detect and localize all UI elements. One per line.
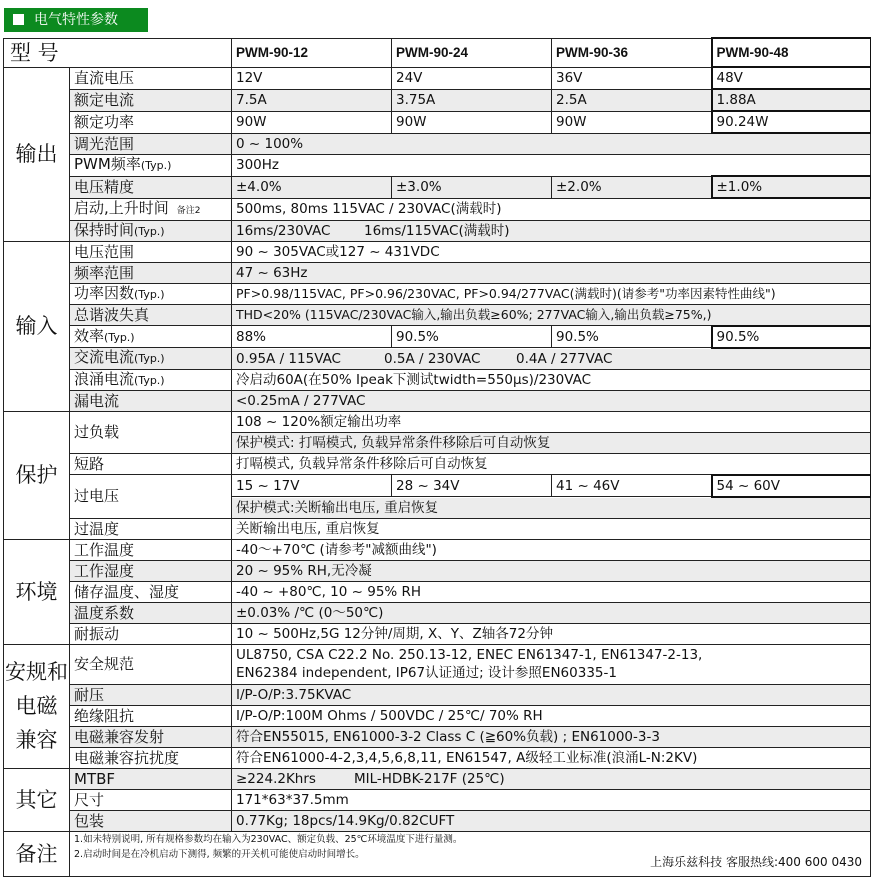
typ-tag: (Typ.) [134, 373, 165, 387]
table-row [4, 262, 871, 283]
value-text: 16ms/230VAC [236, 222, 331, 239]
row-label [70, 369, 232, 390]
value-cell: 冷启动60A(在50% Ipeak下测试twidth=550μs)/230VAC [232, 369, 871, 390]
value-cell: 36V [552, 67, 712, 89]
row-label: 总谐波失真 [70, 304, 232, 326]
value-cell: 90W [232, 111, 392, 133]
table-row [4, 326, 871, 348]
value-text: UL8750, CSA C22.2 No. 250.13-12, ENEC EN61347-1, EN61347-2-13, [236, 647, 703, 663]
model-cell: PWM-90-24 [392, 38, 552, 67]
value-cell: 20 ~ 95% RH,无冷凝 [232, 560, 871, 581]
row-label-text: 保持时间 [74, 220, 135, 239]
table-row [4, 684, 871, 705]
table-row [4, 581, 871, 602]
note-line: 1.如未特别说明, 所有规格参数均在输入为230VAC、额定负载、25℃环境温度下进行量测。 [74, 833, 463, 845]
table-row [4, 369, 871, 390]
row-label: 短路 [70, 453, 232, 475]
row-label: 调光范围 [70, 133, 232, 155]
value-cell [232, 768, 871, 789]
table-row [4, 560, 871, 581]
row-label: 温度系数 [70, 602, 232, 623]
row-label: 电压精度 [70, 176, 232, 198]
value-cell: THD<20% (115VAC/230VAC输入,输出负载≥60%; 277VAC输入,输出负载≥75%,) [232, 304, 871, 326]
value-text: 0.95A / 115VAC [236, 350, 341, 367]
value-cell: 90.5% [712, 326, 871, 348]
table-row [4, 241, 871, 262]
row-label: 额定电流 [70, 89, 232, 111]
value-text: EN62384 independent, IP67认证通过; 设计参照EN60335-1 [236, 665, 617, 681]
note-line: 2.启动时间是在冷机启动下测得, 频繁的开关机可能使启动时间增长。 [74, 848, 365, 860]
square-icon [13, 14, 24, 25]
section-input: 输入 [4, 241, 70, 411]
row-label: 工作温度 [70, 539, 232, 560]
value-cell: 54 ~ 60V [712, 475, 871, 497]
table-row [4, 810, 871, 831]
section-header-title: 电气特性参数 [34, 12, 118, 28]
row-label: 安全规范 [70, 644, 232, 684]
value-cell: 500ms, 80ms 115VAC / 230VAC(满载时) [232, 198, 871, 220]
table-row [4, 602, 871, 623]
table-row [4, 283, 871, 304]
table-row [4, 176, 871, 198]
table-row [4, 111, 871, 133]
section-environment: 环境 [4, 539, 70, 644]
value-text: 0.5A / 230VAC [384, 350, 481, 367]
table-row [4, 89, 871, 111]
notes-cell [70, 831, 871, 876]
section-other: 其它 [4, 768, 70, 831]
value-cell: ±2.0% [552, 176, 712, 198]
row-label: 工作湿度 [70, 560, 232, 581]
value-cell: 2.5A [552, 89, 712, 111]
table-row [4, 518, 871, 539]
value-text: 0.4A / 277VAC [516, 350, 613, 367]
row-label: 过负载 [70, 411, 232, 453]
row-label: 包装 [70, 810, 232, 831]
table-row [4, 411, 871, 432]
table-row [4, 768, 871, 789]
value-cell: ±1.0% [712, 176, 871, 198]
value-cell: 90W [552, 111, 712, 133]
row-label: 尺寸 [70, 789, 232, 810]
value-cell [232, 348, 871, 370]
value-cell: 300Hz [232, 155, 871, 177]
row-label: 过温度 [70, 518, 232, 539]
table-row [4, 453, 871, 475]
value-cell: 24V [392, 67, 552, 89]
hotline-text: 上海乐兹科技 客服热线:400 600 0430 [650, 854, 862, 869]
typ-tag: (Typ.) [104, 330, 135, 344]
value-cell: 47 ~ 63Hz [232, 262, 871, 283]
model-cell: PWM-90-36 [552, 38, 712, 67]
row-label: 绝缘阻抗 [70, 705, 232, 726]
value-cell: <0.25mA / 277VAC [232, 390, 871, 411]
value-cell: -40～+70℃ (请参考"减额曲线") [232, 539, 871, 560]
section-safety [4, 644, 70, 768]
row-label: 电磁兼容发射 [70, 726, 232, 747]
row-label [70, 198, 232, 220]
model-cell: PWM-90-12 [232, 38, 392, 67]
value-cell: 0 ~ 100% [232, 133, 871, 155]
value-cell: I/P-O/P:3.75KVAC [232, 684, 871, 705]
table-row [4, 348, 871, 370]
value-cell: ±0.03% /℃ (0～50℃) [232, 602, 871, 623]
value-cell: ±3.0% [392, 176, 552, 198]
row-label: 漏电流 [70, 390, 232, 411]
row-label: 电压范围 [70, 241, 232, 262]
table-row [4, 644, 871, 684]
spec-table [3, 37, 871, 877]
value-cell: PF>0.98/115VAC, PF>0.96/230VAC, PF>0.94/277VAC(满载时)(请参考"功率因素特性曲线") [232, 283, 871, 304]
row-label-text: 启动,上升时间 [74, 198, 169, 217]
typ-tag: (Typ.) [140, 159, 172, 173]
value-cell: 28 ~ 34V [392, 475, 552, 497]
value-text: 16ms/115VAC(满载时) [364, 222, 510, 239]
value-cell: 41 ~ 46V [552, 475, 712, 497]
value-cell: 1.88A [712, 89, 871, 111]
table-row [4, 789, 871, 810]
value-cell: 90.5% [552, 326, 712, 348]
value-cell: 15 ~ 17V [232, 475, 392, 497]
value-cell: 108 ~ 120%额定输出功率 [232, 411, 871, 432]
table-row [4, 304, 871, 326]
section-safety-line: 电磁 [15, 694, 58, 718]
value-cell: 7.5A [232, 89, 392, 111]
section-protection: 保护 [4, 411, 70, 539]
table-row [4, 726, 871, 747]
row-label: 耐压 [70, 684, 232, 705]
value-cell: I/P-O/P:100M Ohms / 500VDC / 25℃/ 70% RH [232, 705, 871, 726]
row-label [70, 283, 232, 304]
table-row [4, 133, 871, 155]
row-label-text: 浪涌电流 [74, 369, 135, 388]
value-cell: 0.77Kg; 18pcs/14.9Kg/0.82CUFT [232, 810, 871, 831]
value-cell: 符合EN61000-4-2,3,4,5,6,8,11, EN61547, A级轻工业标准(浪涌L-N:2KV) [232, 747, 871, 768]
row-label-text: PWM频率 [74, 155, 141, 174]
section-safety-line: 安规和 [5, 660, 68, 684]
row-label-text: 功率因数 [74, 283, 135, 302]
value-text: ≥224.2Khrs [236, 770, 316, 787]
note-tag: 备注2 [176, 205, 201, 216]
value-cell: 12V [232, 67, 392, 89]
table-row [4, 198, 871, 220]
value-cell: 3.75A [392, 89, 552, 111]
value-cell [232, 644, 871, 684]
typ-tag: (Typ.) [134, 287, 165, 301]
value-text: MIL-HDBK-217F (25℃) [354, 770, 505, 787]
section-output: 输出 [4, 67, 70, 241]
table-row [4, 831, 871, 876]
row-label-text: 效率 [74, 326, 105, 345]
row-label [70, 326, 232, 348]
value-cell: 171*63*37.5mm [232, 789, 871, 810]
row-label: 额定功率 [70, 111, 232, 133]
value-cell: 10 ~ 500Hz,5G 12分钟/周期, X、Y、Z轴各72分钟 [232, 623, 871, 644]
row-label: 频率范围 [70, 262, 232, 283]
table-row [4, 155, 871, 177]
value-cell: 关断输出电压, 重启恢复 [232, 518, 871, 539]
value-cell: -40 ~ +80℃, 10 ~ 95% RH [232, 581, 871, 602]
table-row [4, 539, 871, 560]
table-row [4, 67, 871, 89]
value-cell: 90W [392, 111, 552, 133]
value-cell: ±4.0% [232, 176, 392, 198]
row-label: MTBF [70, 768, 232, 789]
row-label: 直流电压 [70, 67, 232, 89]
row-label: 耐振动 [70, 623, 232, 644]
value-cell [232, 220, 871, 241]
table-row [4, 747, 871, 768]
model-cell: PWM-90-48 [712, 38, 871, 67]
value-cell: 打嗝模式, 负载异常条件移除后可自动恢复 [232, 453, 871, 475]
section-remarks: 备注 [4, 831, 70, 876]
section-header [4, 8, 148, 32]
row-label [70, 155, 232, 177]
table-row [4, 623, 871, 644]
row-label [70, 220, 232, 241]
row-label: 储存温度、湿度 [70, 581, 232, 602]
typ-tag: (Typ.) [134, 224, 165, 238]
row-label [70, 348, 232, 370]
value-cell: 48V [712, 67, 871, 89]
table-row [4, 220, 871, 241]
value-cell: 90.5% [392, 326, 552, 348]
table-row [4, 705, 871, 726]
value-cell: 保护模式: 打嗝模式, 负载异常条件移除后可自动恢复 [232, 432, 871, 453]
value-cell: 88% [232, 326, 392, 348]
section-safety-line: 兼容 [15, 728, 58, 752]
typ-tag: (Typ.) [134, 352, 165, 366]
row-label: 电磁兼容抗扰度 [70, 747, 232, 768]
value-cell: 90 ~ 305VAC或127 ~ 431VDC [232, 241, 871, 262]
table-row [4, 38, 871, 67]
row-label: 过电压 [70, 475, 232, 519]
row-label-text: 交流电流 [74, 348, 135, 367]
model-label: 型 号 [4, 38, 232, 67]
table-row [4, 390, 871, 411]
value-cell: 90.24W [712, 111, 871, 133]
value-cell: 符合EN55015, EN61000-3-2 Class C (≧60%负载) ; EN61000-3-3 [232, 726, 871, 747]
table-row [4, 475, 871, 497]
value-cell: 保护模式:关断输出电压, 重启恢复 [232, 497, 871, 519]
